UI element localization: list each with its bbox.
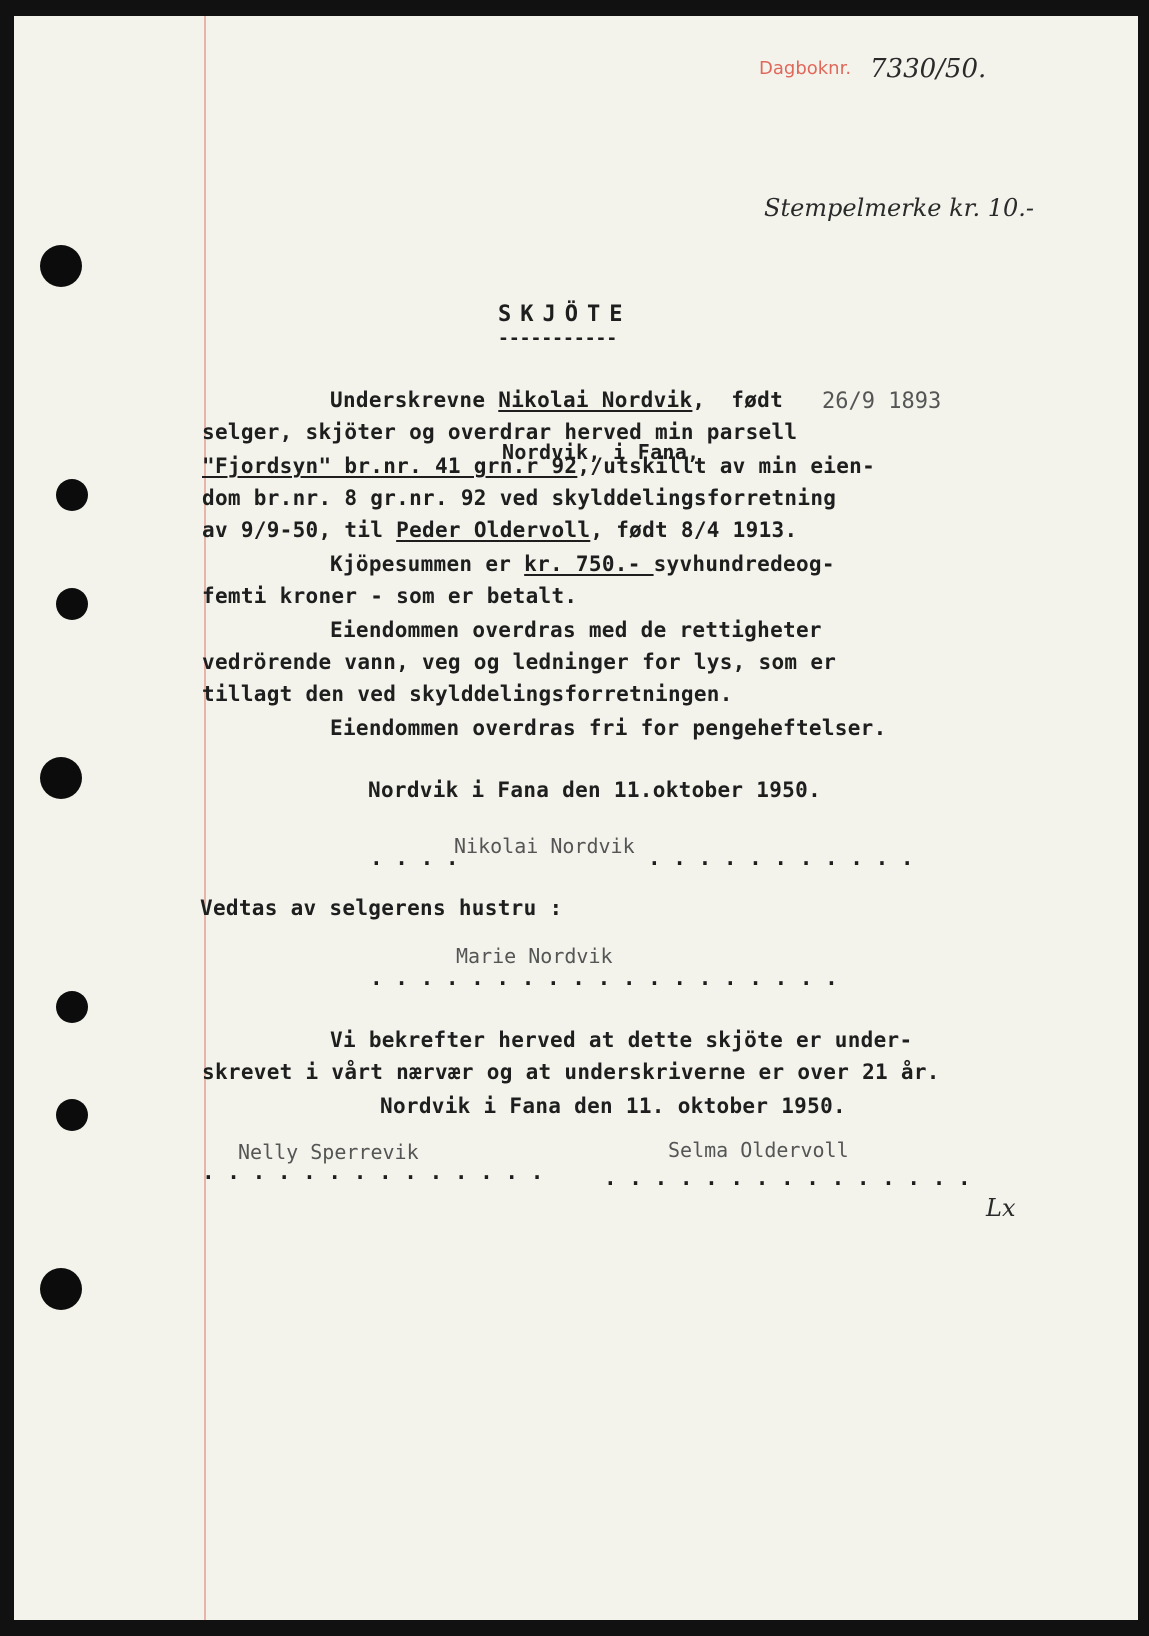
body-line-1: Underskrevne Nikolai Nordvik, født [330,388,784,412]
document-page [14,16,1138,1620]
seller-name: Nikolai Nordvik [498,388,693,412]
wife-consent: Vedtas av selgerens hustru : [200,896,563,920]
body-line-3: "Fjordsyn" br.nr. 41 grn.r 92,/utskillt av min eien- [202,454,876,478]
seller-dots-post: . . . . . . . . . . . [648,846,914,870]
diary-stamp-label: Dagboknr. [759,58,852,79]
purchase-price: kr. 750.- [524,552,654,576]
witness-left-dots: . . . . . . . . . . . . . . [202,1160,544,1184]
punch-hole-icon [40,1268,82,1310]
punch-hole-icon [56,588,88,620]
diary-number: 7330/50. [870,54,987,84]
body-line-6: Kjöpesummen er kr. 750.- syvhundredeog- [330,552,835,576]
body-line-11: Eiendommen overdras fri for pengeheftelser. [330,716,887,740]
witness-left-signature: Nelly Sperrevik [238,1140,419,1164]
witness-place-date: Nordvik i Fana den 11. oktober 1950. [380,1094,846,1118]
punch-hole-icon [56,479,88,511]
body-line-5: av 9/9-50, til Peder Oldervoll, født 8/4 1913. [202,518,798,542]
body-line-4: dom br.nr. 8 gr.nr. 92 ved skylddelingsforretning [202,486,837,510]
witness-right-dots: . . . . . . . . . . . . . . . [604,1166,971,1190]
seller-dots-pre: . . . . [370,846,459,870]
title-rule: ----------- [498,328,618,349]
punch-hole-icon [40,757,82,799]
inserted-text: Nordvik, i Fana, [502,440,700,464]
body-line-2: selger, skjöter og overdrar herved min parsell [202,420,798,444]
seller-signature: Nikolai Nordvik [454,834,635,858]
punch-hole-icon [40,245,82,287]
witness-right-signature: Selma Oldervoll [668,1138,849,1162]
body-line-9: vedrörende vann, veg og ledninger for lys, som er [202,650,837,674]
buyer-name: Peder Oldervoll [396,518,591,542]
stamp-duty-note: Stempelmerke kr. 10.- [764,194,1035,222]
parcel-designation: "Fjordsyn" br.nr. 41 grn.r 92 [202,454,578,478]
punch-hole-icon [56,991,88,1023]
witness-line-2: skrevet i vårt nærvær og at underskriverne er over 21 år. [202,1060,940,1084]
witness-line-1: Vi bekrefter herved at dette skjöte er under- [330,1028,913,1052]
wife-signature: Marie Nordvik [456,944,613,968]
body-line-8: Eiendommen overdras med de rettigheter [330,618,822,642]
margin-line [204,16,206,1620]
document-title: SKJÖTE [498,302,632,327]
body-line-10: tillagt den ved skylddelingsforretningen. [202,682,733,706]
punch-hole-icon [56,1099,88,1131]
body-line-7: femti kroner - som er betalt. [202,584,578,608]
wife-dots: . . . . . . . . . . . . . . . . . . . [370,966,838,990]
initials: Lx [986,1194,1016,1222]
seller-birth-date: 26/9 1893 [822,389,942,414]
place-date: Nordvik i Fana den 11.oktober 1950. [368,778,822,802]
